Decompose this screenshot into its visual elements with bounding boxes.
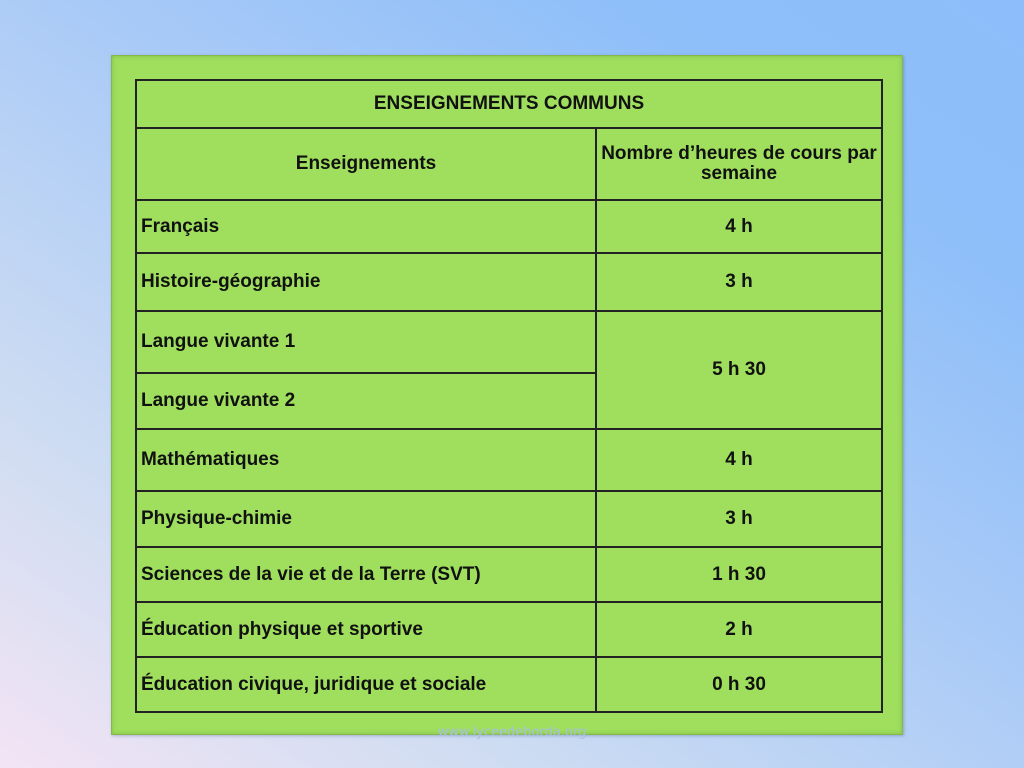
hours-cell-merged: 5 h 30 xyxy=(596,311,882,429)
subject-cell: Histoire-géographie xyxy=(136,253,596,311)
hours-cell: 3 h xyxy=(596,253,882,311)
subject-cell: Physique-chimie xyxy=(136,491,596,547)
hours-cell: 0 h 30 xyxy=(596,657,882,712)
subject-cell: Français xyxy=(136,200,596,253)
hours-cell: 2 h xyxy=(596,602,882,657)
title-row xyxy=(136,80,882,128)
table-row xyxy=(136,200,882,253)
subject-cell: Sciences de la vie et de la Terre (SVT) xyxy=(136,547,596,602)
table-row xyxy=(136,429,882,491)
table-row xyxy=(136,491,882,547)
footer-url: www.lyceedeborda.org xyxy=(437,725,587,740)
subject-cell: Éducation physique et sportive xyxy=(136,602,596,657)
header-subject: Enseignements xyxy=(136,128,596,200)
header-hours: Nombre d’heures de cours par semaine xyxy=(596,128,882,200)
hours-cell: 1 h 30 xyxy=(596,547,882,602)
table-row xyxy=(136,547,882,602)
table-row xyxy=(136,311,882,373)
header-row xyxy=(136,128,882,200)
table-row xyxy=(136,602,882,657)
subject-cell: Langue vivante 2 xyxy=(136,373,596,429)
schedule-table xyxy=(135,79,883,713)
subject-cell: Mathématiques xyxy=(136,429,596,491)
hours-cell: 4 h xyxy=(596,200,882,253)
subject-cell: Éducation civique, juridique et sociale xyxy=(136,657,596,712)
table-row xyxy=(136,253,882,311)
subject-cell: Langue vivante 1 xyxy=(136,311,596,373)
hours-cell: 3 h xyxy=(596,491,882,547)
table-row xyxy=(136,657,882,712)
table-title: ENSEIGNEMENTS COMMUNS xyxy=(136,80,882,128)
hours-cell: 4 h xyxy=(596,429,882,491)
